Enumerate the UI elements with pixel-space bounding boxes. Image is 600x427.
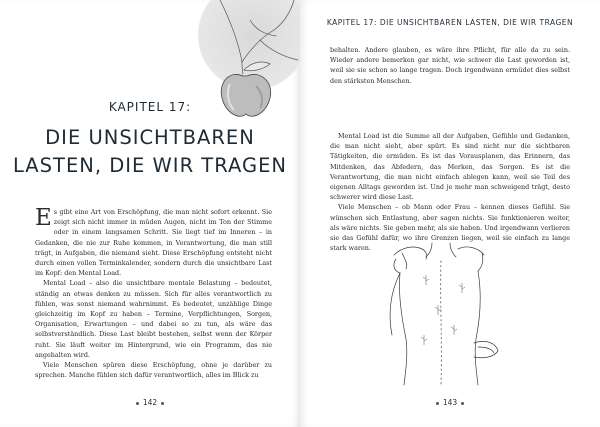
back-line-drawing-icon xyxy=(366,235,516,395)
paragraph: Viele Menschen – ob Mann oder Frau – kennen dieses Gefühl. Sie wünschen sich Entlastung, aber sagen nichts. Sie funktionieren weiter, als wäre nichts. Sie geben mehr, als sie haben. Und irgendwann verlieren sie das Gefühl dafür, wo ihre Grenzen liegen, weil sie einfach zu lange stark waren. xyxy=(330,203,570,253)
running-head: KAPITEL 17: DIE UNSICHTBAREN LASTEN, DIE WIR TRAGEN xyxy=(326,18,574,27)
paragraph: Mental Load – also die unsichtbare mentale Belastung – bedeutet, ständig an etwas denken zu müssen. Sich für alles verantwortlich zu fühlen, was sonst niemand wahrnimmt. Es bedeutet, unzählige Dinge gleichzeitig im Kopf zu haben – Termine, Verpflichtungen, Sorgen, Organisation, Erwartungen – und dabei so zu tun, als wäre das selbstverständlich. Diese Last bleibt bestehen, selbst wenn der Körper ruht. Sie läuft weiter im Hintergrund, wie ein Programm, das nie angehalten wird. xyxy=(35,279,272,359)
folio-dot-icon xyxy=(161,402,164,405)
right-body-text-top xyxy=(330,45,570,86)
chapter-title-line-1: DIE UNSICHTBAREN xyxy=(45,126,255,149)
paragraph: Mental Load ist die Summe all der Aufgaben, Gefühle und Gedanken, die man nicht sieht, aber spürt. Es sind nicht nur die sichtbaren Tätigkeiten, die ermüden. Es ist das Vorausplanen, das Erinnern, das Mitdenken, das Abfedern, das Merken, das Sorgen. Es ist die Verantwortung, die man nicht einfach ablegen kann, weil sie Teil des eigenen Alltags geworden ist. Und je mehr man schweigend trägt, desto schwerer wird diese Last. xyxy=(330,132,570,202)
page-number-value: 143 xyxy=(442,398,458,407)
right-page xyxy=(300,0,600,427)
drop-cap: E xyxy=(35,205,52,231)
paragraph: behalten. Andere glauben, es wäre ihre Pflicht, für alle da zu sein. Wieder andere bemerken gar nicht, wie schwer die Last geworden ist, weil sie sie schon so lange tragen. Doch irgendwann ermüdet dies selbst den stärksten Menschen. xyxy=(330,46,570,85)
folio-dot-icon xyxy=(436,402,439,405)
chapter-title-line-2: LASTEN, DIE WIR TRAGEN xyxy=(13,154,287,177)
chapter-title xyxy=(0,124,300,180)
paragraph-text: s gibt eine Art von Erschöpfung, die man nicht sofort erkennt. Sie zeigt sich nicht immer in müden Augen, nicht im Ton der Stimme oder in einem langsamen Schritt. Sie liegt tief im Inneren – in Gedanken, die nie zur Ruhe kommen, in Verantwortung, die man still trägt, in Aufgaben, die niemand sieht. Diese Erschöpfung entsteht nicht durch einen vollen Terminkalender, sondern durch die unsichtbare Last im Kopf: den Mental Load. xyxy=(35,208,272,278)
paragraph: Viele Menschen spüren diese Erschöpfung, ohne je darüber zu sprechen. Manche fühlen sich dafür verantwortlich, alles im Blick zu xyxy=(35,361,272,380)
paragraph xyxy=(35,207,272,278)
page-number xyxy=(300,398,600,407)
chapter-label: KAPITEL 17: xyxy=(108,100,192,114)
page-number-value: 142 xyxy=(142,398,158,407)
folio-dot-icon xyxy=(461,402,464,405)
left-body-text xyxy=(35,207,272,380)
folio-dot-icon xyxy=(136,402,139,405)
page-number xyxy=(0,398,300,407)
